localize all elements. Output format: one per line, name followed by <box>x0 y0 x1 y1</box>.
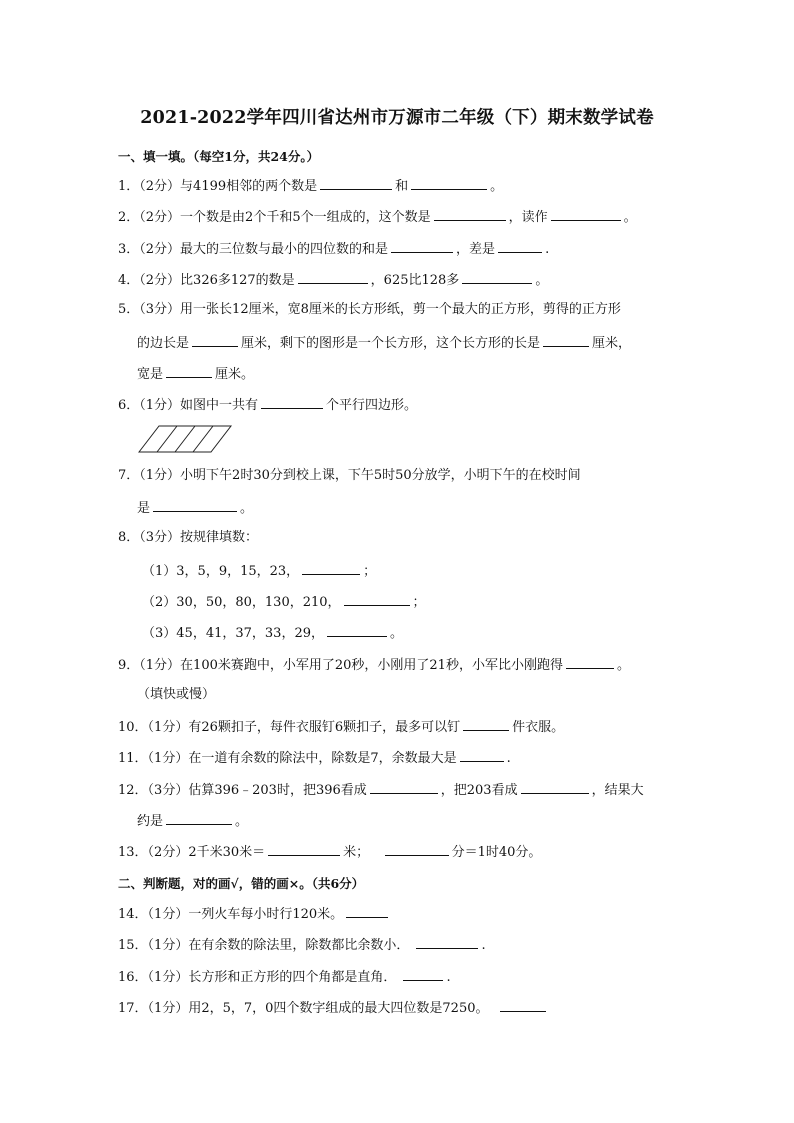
answer-blank[interactable] <box>416 936 478 949</box>
question-16: 16．（1分）长方形和正方形的四个角都是直角． . <box>118 970 451 985</box>
answer-blank[interactable] <box>302 562 360 575</box>
answer-blank[interactable] <box>385 843 449 856</box>
question-5-line-2: 的边长是 厘米，剩下的图形是一个长方形，这个长方形的长是 厘米， <box>137 336 632 351</box>
question-4: 4．（2分）比326多127的数是 ，625比128多 。 <box>118 273 549 288</box>
question-10: 10．（1分）有26颗扣子，每件衣服钉6颗扣子，最多可以钉 件衣服。 <box>118 720 565 735</box>
section-heading-fill-in: 一、填一填。（每空1分，共24分。） <box>118 149 320 164</box>
answer-blank[interactable] <box>261 396 323 409</box>
answer-blank[interactable] <box>566 656 614 669</box>
question-7-line-1: 7．（1分）小明下午2时30分到校上课，下午5时50分放学，小明下午的在校时间 <box>118 468 581 483</box>
answer-blank[interactable] <box>500 999 546 1012</box>
question-12-line-1: 12．（3分）估算396﹣203时，把396看成 ，把203看成 ，结果大 <box>118 783 644 798</box>
question-8-part-3: （3）45，41，37，33，29， 。 <box>142 626 403 641</box>
question-15: 15．（1分）在有余数的除法里，除数都比余数小． . <box>118 938 486 953</box>
answer-blank[interactable] <box>391 240 453 253</box>
answer-blank[interactable] <box>320 177 392 190</box>
question-14: 14．（1分）一列火车每小时行120米。 <box>118 905 391 923</box>
question-12-line-2: 约是 。 <box>137 814 249 829</box>
question-9-hint: （填快或慢） <box>137 687 216 702</box>
answer-blank[interactable] <box>166 812 232 825</box>
answer-blank[interactable] <box>543 334 589 347</box>
question-5-line-1: 5．（3分）用一张长12厘米，宽8厘米的长方形纸，剪一个最大的正方形，剪得的正方形 <box>118 302 621 317</box>
question-17: 17．（1分）用2，5，7，0四个数字组成的最大四位数是7250。 <box>118 999 549 1017</box>
answer-blank[interactable] <box>498 240 542 253</box>
answer-blank[interactable] <box>153 499 237 512</box>
question-8-part-1: （1）3，5，9，15，23， ； <box>142 564 377 579</box>
answer-blank[interactable] <box>462 271 532 284</box>
question-1: 1．（2分）与4199相邻的两个数是 和 。 <box>118 179 504 194</box>
question-5-line-3: 宽是 厘米。 <box>137 367 255 382</box>
answer-blank[interactable] <box>346 905 388 918</box>
answer-blank[interactable] <box>268 843 340 856</box>
answer-blank[interactable] <box>460 749 504 762</box>
parallelogram-figure <box>138 424 234 454</box>
question-8: 8．（3分）按规律填数： <box>118 530 259 545</box>
answer-blank[interactable] <box>411 177 487 190</box>
answer-blank[interactable] <box>166 365 212 378</box>
question-13: 13．（2分）2千米30米＝ 米； 分＝1时40分。 <box>118 845 542 860</box>
page-title: 2021-2022学年四川省达州市万源市二年级（下）期末数学试卷 <box>140 108 654 128</box>
question-7-line-2: 是 。 <box>137 501 254 516</box>
answer-blank[interactable] <box>521 781 589 794</box>
question-11: 11．（1分）在一道有余数的除法中，除数是7，余数最大是 . <box>118 751 511 766</box>
answer-blank[interactable] <box>403 968 443 981</box>
answer-blank[interactable] <box>463 718 509 731</box>
question-9: 9．（1分）在100米赛跑中，小军用了20秒，小刚用了21秒，小军比小刚跑得 。 <box>118 658 630 673</box>
question-3: 3．（2分）最大的三位数与最小的四位数的和是 ，差是 . <box>118 242 550 257</box>
question-8-part-2: （2）30，50，80，130，210， ； <box>142 595 426 610</box>
answer-blank[interactable] <box>551 208 621 221</box>
answer-blank[interactable] <box>192 334 238 347</box>
answer-blank[interactable] <box>344 593 410 606</box>
answer-blank[interactable] <box>370 781 438 794</box>
answer-blank[interactable] <box>327 624 387 637</box>
answer-blank[interactable] <box>434 208 506 221</box>
question-2: 2．（2分）一个数是由2个千和5个一组成的，这个数是 ，读作 。 <box>118 210 637 225</box>
question-6: 6．（1分）如图中一共有 个平行四边形。 <box>118 398 418 413</box>
section-heading-true-false: 二、判断题，对的画√，错的画×。（共6分） <box>118 876 365 891</box>
answer-blank[interactable] <box>298 271 368 284</box>
